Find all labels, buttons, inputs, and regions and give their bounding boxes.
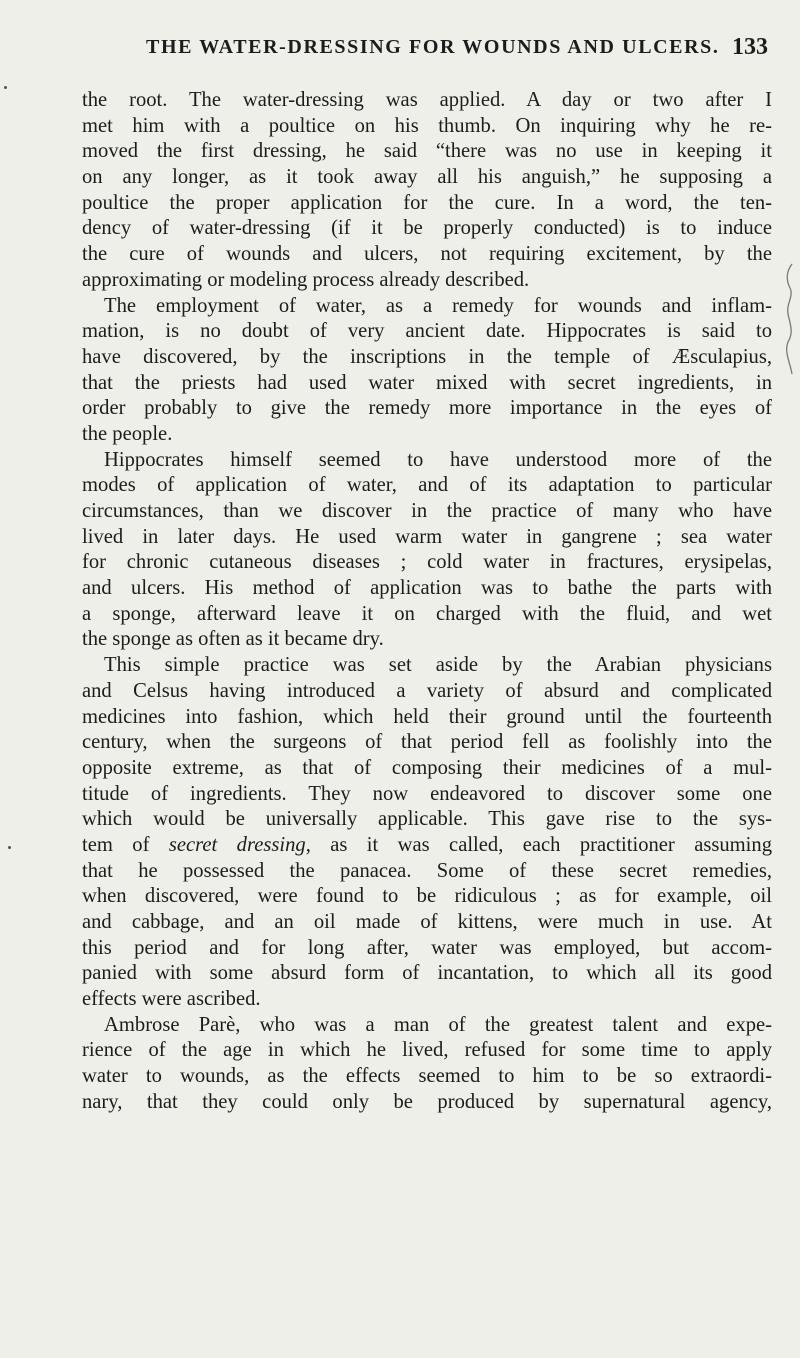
text-line: tem of secret dressing, as it was called, each practitioner assuming — [82, 833, 772, 856]
paragraph-start-line: The employment of water, as a remedy for wounds and inflam- — [104, 294, 772, 317]
text-line: have discovered, by the inscriptions in the temple of Æsculapius, — [82, 345, 772, 368]
text-line: lived in later days. He used warm water in gangrene ; sea water — [82, 525, 772, 548]
text-line: nary, that they could only be produced by supernatural agency, — [82, 1090, 772, 1113]
text-line: the people. — [82, 422, 173, 445]
text-line: circumstances, than we discover in the practice of many who have — [82, 500, 772, 522]
text-line: that he possessed the panacea. Some of these secret remedies, — [82, 859, 772, 882]
text-line: order probably to give the remedy more importance in the eyes of — [82, 397, 772, 420]
text-line: approximating or modeling process already described. — [82, 268, 530, 291]
text-line: the sponge as often as it became dry. — [82, 628, 384, 651]
text-line: panied with some absurd form of incantation, to which all its good — [82, 962, 772, 985]
text-line: mation, is no doubt of very ancient date. Hippocrates is said to — [82, 320, 772, 343]
text-line: rience of the age in which he lived, refused for some time to apply — [82, 1039, 772, 1062]
text-line: that the priests had used water mixed with secret ingredients, in — [82, 371, 772, 394]
text-line: a sponge, afterward leave it on charged with the fluid, and wet — [82, 602, 772, 625]
text-line: moved the first dressing, he said “there was no use in keeping it — [82, 140, 772, 163]
running-title: THE WATER-DRESSING FOR WOUNDS AND ULCERS. — [146, 36, 720, 58]
text-line: and Celsus having introduced a variety of absurd and complicated — [82, 679, 772, 702]
text-line: and ulcers. His method of application was to bathe the parts with — [82, 577, 772, 600]
margin-speck — [8, 846, 11, 849]
text-line: water to wounds, as the effects seemed to him to be so extraordi- — [82, 1065, 772, 1088]
text-line: effects were ascribed. — [82, 988, 261, 1011]
text-line: poultice the proper application for the cure. In a word, the ten- — [82, 191, 772, 214]
italic-phrase: secret dressing — [168, 833, 306, 856]
text-line: opposite extreme, as that of composing their medicines of a mul- — [82, 756, 772, 779]
body-text — [82, 88, 772, 1116]
text-line: century, when the surgeons of that period fell as foolishly into the — [82, 731, 772, 754]
text-line: on any longer, as it took away all his anguish,” he supposing a — [82, 166, 772, 189]
text-line: for chronic cutaneous diseases ; cold water in fractures, erysipelas, — [82, 551, 772, 574]
text-line: dency of water-dressing (if it be properly conducted) is to induce — [82, 217, 772, 240]
running-head — [86, 36, 776, 70]
text-line: when discovered, were found to be ridiculous ; as for example, oil — [82, 885, 772, 908]
margin-pencil-mark — [780, 262, 796, 382]
text-line: this period and for long after, water was employed, but accom- — [82, 936, 772, 959]
text-line: which would be universally applicable. This gave rise to the sys- — [82, 808, 772, 831]
page-number: 133 — [732, 34, 768, 60]
text-line: the cure of wounds and ulcers, not requiring excitement, by the — [82, 243, 772, 266]
paragraph-start-line: Ambrose Parè, who was a man of the greatest talent and expe- — [104, 1013, 772, 1036]
margin-speck — [4, 86, 7, 89]
paragraph-start-line: Hippocrates himself seemed to have understood more of the — [104, 448, 772, 471]
text-line: medicines into fashion, which held their ground until the fourteenth — [82, 705, 772, 728]
text-line: titude of ingredients. They now endeavored to discover some one — [82, 782, 772, 805]
paragraph-start-line: This simple practice was set aside by the Arabian physicians — [104, 654, 772, 677]
text-line: and cabbage, and an oil made of kittens, were much in use. At — [82, 911, 772, 933]
text-line: modes of application of water, and of its adaptation to particular — [82, 474, 772, 497]
text-line: met him with a poultice on his thumb. On inquiring why he re- — [82, 114, 772, 137]
text-line: the root. The water-dressing was applied. A day or two after I — [82, 89, 772, 111]
